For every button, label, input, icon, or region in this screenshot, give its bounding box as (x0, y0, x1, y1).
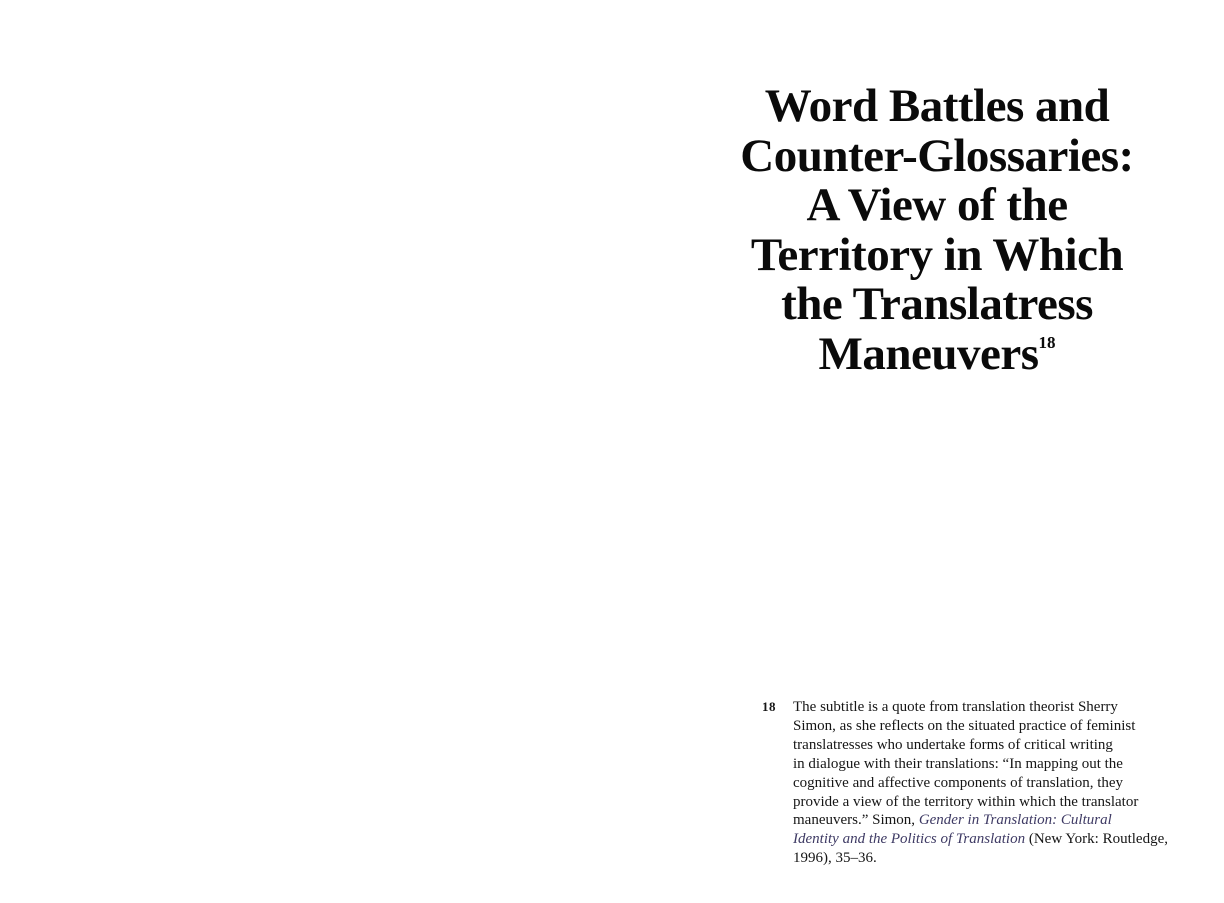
footnote-text: (New York: Routledge, (1025, 831, 1168, 848)
footnote-text: in dialogue with their translations: “In mapping out the (793, 755, 1123, 772)
footnote-line (793, 811, 1173, 830)
title-line-6 (680, 327, 1194, 380)
footnote-text: translatresses who undertake forms of critical writing (793, 736, 1113, 753)
footnote-line (793, 849, 1173, 868)
title-line-4: Territory in Which (750, 228, 1124, 281)
title-line-2: Counter-Glossaries: (740, 129, 1134, 182)
footnote-body (793, 698, 1173, 868)
footnote-line (793, 698, 1173, 717)
footnote-line (793, 755, 1173, 774)
footnote-number: 18 (762, 699, 776, 714)
footnote-text: 1996), 35–36. (793, 850, 877, 867)
footnote-reference-superscript: 18 (1038, 332, 1056, 352)
title-line-3: A View of the (806, 179, 1068, 231)
chapter-title (680, 82, 1194, 379)
cited-book-title: Gender in Translation: Cultural (918, 812, 1112, 829)
title-line-6-text: Maneuvers (818, 327, 1039, 380)
footnote-text: cognitive and affective components of translation, they (793, 774, 1124, 791)
footnote-line (793, 793, 1173, 812)
footnote-line (793, 736, 1173, 755)
footnote-line (793, 717, 1173, 736)
footnote-text: provide a view of the territory within which the translator (793, 793, 1139, 810)
footnote (762, 698, 1173, 868)
footnote-text: maneuvers.” Simon, (793, 812, 919, 829)
title-line-1: Word Battles and (764, 80, 1110, 132)
cited-book-title: Identity and the Politics of Translation (793, 831, 1026, 848)
footnote-text: Simon, as she reflects on the situated practice of feminist (793, 717, 1136, 734)
title-line-5: the Translatress (781, 278, 1093, 330)
footnote-text: The subtitle is a quote from translation theorist Sherry (793, 699, 1118, 715)
footnote-line (793, 774, 1173, 793)
footnote-line (793, 830, 1173, 849)
